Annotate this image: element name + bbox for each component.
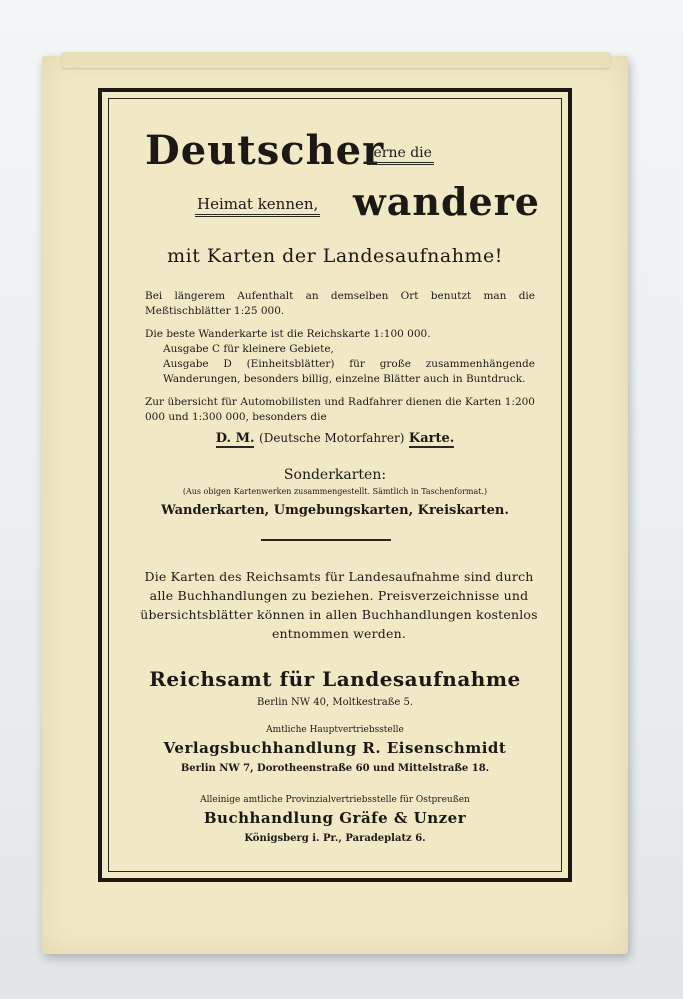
publisher-reichsamt-address: Berlin NW 40, Moltkestraße 5. bbox=[256, 697, 413, 708]
divider-rule bbox=[261, 539, 391, 541]
publisher-graefe-unzer-address: Königsberg i. Pr., Paradeplatz 6. bbox=[244, 833, 426, 844]
dm-label: D. M. bbox=[215, 431, 255, 446]
headline-lerne-die: lerne die bbox=[367, 145, 434, 165]
paragraph-messtischblaetter: Bei längerem Aufenthalt an demselben Ort benutzt man die Meßtischblätter 1:25 000. bbox=[145, 290, 535, 317]
cover-content bbox=[108, 98, 562, 872]
dm-middle: (Deutsche Motorfahrer) bbox=[259, 431, 405, 445]
paragraph-automobilisten: Zur übersicht für Automobilisten und Radfahrer dienen die Karten 1:200 000 und 1:300 000, besonders die bbox=[145, 396, 535, 423]
availability-info: Die Karten des Reichsamts für Landesaufnahme sind durch alle Buchhandlungen zu beziehen. Preisverzeichnisse und übersichtsblätter können in allen Buchhandlungen kostenlos entnommen werden. bbox=[140, 569, 538, 641]
publisher-graefe-unzer: Buchhandlung Gräfe & Unzer bbox=[203, 809, 467, 827]
publisher-reichsamt: Reichsamt für Landesaufnahme bbox=[149, 667, 521, 691]
reichskarte-line: Die beste Wanderkarte ist die Reichskarte 1:100 000. bbox=[145, 328, 431, 340]
hauptvertriebsstelle-label: Amtliche Hauptvertriebsstelle bbox=[266, 725, 404, 735]
paragraph-reichskarte bbox=[145, 327, 535, 387]
karte-label: Karte. bbox=[408, 431, 455, 446]
sonderkarten-list: Wanderkarten, Umgebungskarten, Kreiskarten. bbox=[161, 503, 509, 518]
publisher-eisenschmidt-address: Berlin NW 7, Dorotheenstraße 60 und Mittelstraße 18. bbox=[180, 763, 490, 774]
paper-top-fold bbox=[62, 52, 610, 68]
provinzialvertriebsstelle-label: Alleinige amtliche Provinzialvertriebsstelle für Ostpreußen bbox=[200, 795, 470, 805]
dm-karte-line bbox=[109, 431, 561, 446]
headline-wandere: wandere bbox=[353, 179, 540, 224]
headline-subline: mit Karten der Landesaufnahme! bbox=[167, 245, 503, 267]
sonderkarten-note: (Aus obigen Kartenwerken zusammengestellt. Sämtlich in Taschenformat.) bbox=[182, 487, 488, 496]
sonderkarten-title: Sonderkarten: bbox=[283, 467, 387, 483]
headline-heimat-kennen: Heimat kennen, bbox=[195, 195, 320, 217]
headline-deutscher: Deutscher bbox=[145, 127, 385, 174]
ausgabe-d-line: Ausgabe D (Einheitsblätter) für große zusammenhängende Wanderungen, besonders billig, einzelne Blätter auch in Buntdruck. bbox=[163, 358, 535, 385]
publisher-eisenschmidt: Verlagsbuchhandlung R. Eisenschmidt bbox=[163, 739, 507, 757]
ausgabe-c-line: Ausgabe C für kleinere Gebiete, bbox=[163, 343, 334, 355]
